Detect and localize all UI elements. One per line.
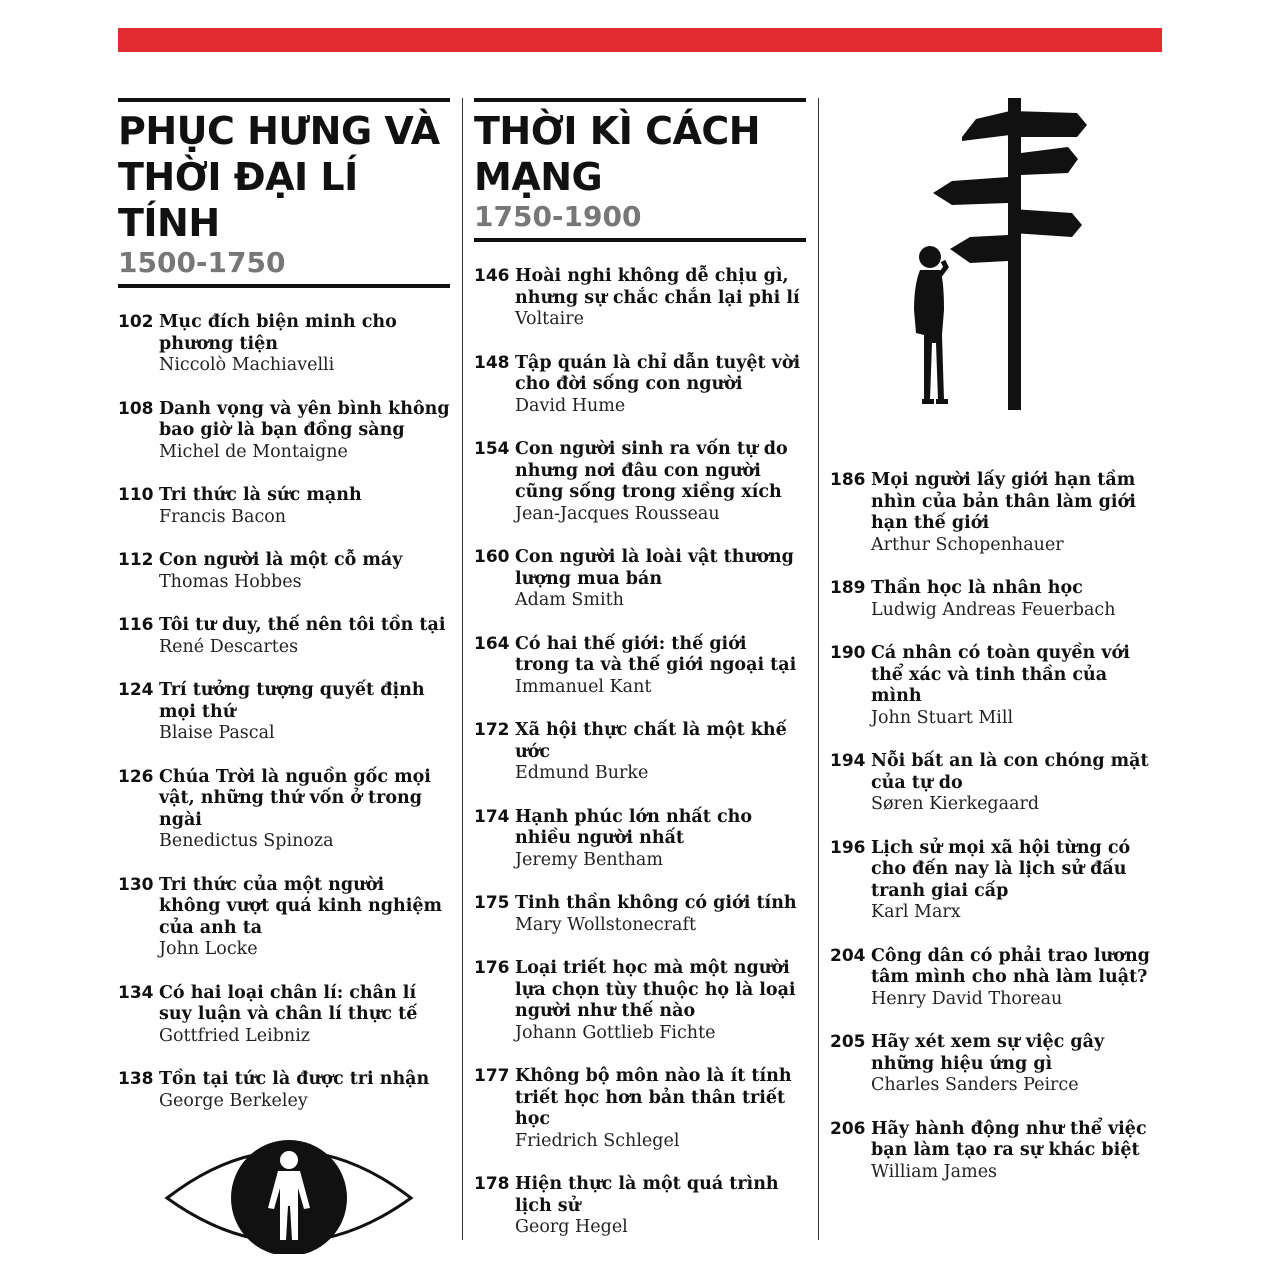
entry-author: Niccolò Machiavelli <box>159 355 335 375</box>
entry-title: Lịch sử mọi xã hội từng có cho đến nay là lịch sử đấu tranh giai cấp <box>871 837 1131 901</box>
entry-title: Con người sinh ra vốn tự do nhưng nơi đâu con người cũng sống trong xiềng xích <box>515 439 788 502</box>
entry-body <box>159 680 450 745</box>
page-number: 126 <box>118 766 154 787</box>
page-number: 206 <box>830 1118 866 1139</box>
entry-title: Con người là một cỗ máy <box>159 550 403 570</box>
toc-entry <box>830 578 1162 621</box>
toc-entry <box>474 893 806 936</box>
page-number: 189 <box>830 578 866 598</box>
entry-body <box>515 807 806 872</box>
entry-title: Trí tưởng tượng quyết định mọi thứ <box>159 680 425 722</box>
entry-title: Tồn tại tức là được tri nhận <box>159 1069 430 1089</box>
section-years: 1500-1750 <box>118 246 286 279</box>
page-number: 175 <box>474 893 510 913</box>
entry-body <box>159 983 450 1048</box>
page-number: 174 <box>474 806 510 827</box>
page-number: 138 <box>118 1069 154 1089</box>
entry-body <box>515 893 806 936</box>
toc-entry <box>118 767 450 853</box>
page-number: 164 <box>474 633 510 654</box>
toc-entry <box>474 634 806 699</box>
entry-body <box>159 767 450 853</box>
entry-title: Mọi người lấy giới hạn tầm nhìn của bản thân làm giới hạn thế giới <box>871 470 1136 533</box>
entry-author: John Stuart Mill <box>871 707 1014 728</box>
section-title-line2: THỜI ĐẠI LÍ TÍNH <box>118 155 358 245</box>
page-number: 205 <box>830 1032 866 1052</box>
entry-author: David Hume <box>515 395 626 416</box>
section-header <box>118 98 450 288</box>
entry-title: Tập quán là chỉ dẫn tuyệt vời cho đời sống con người <box>515 352 801 394</box>
entry-body <box>515 266 806 331</box>
entry-list <box>474 266 806 1239</box>
entry-author: Adam Smith <box>515 590 624 610</box>
entry-title: Loại triết học mà một người lựa chọn tùy thuộc họ là loại người như thế nào <box>515 958 796 1021</box>
column-divider-2 <box>818 98 819 1240</box>
entry-body <box>159 550 450 593</box>
toc-entry <box>118 399 450 464</box>
page-number: 196 <box>830 837 866 858</box>
entry-author: Voltaire <box>515 309 584 329</box>
page-number: 116 <box>118 615 154 635</box>
entry-title: Xã hội thực chất là một khế ước <box>515 720 787 762</box>
entry-body <box>871 643 1162 729</box>
entry-list <box>830 470 1162 1183</box>
page-number: 204 <box>830 945 866 966</box>
entry-title: Hiện thực là một quá trình lịch sử <box>515 1174 779 1216</box>
entry-author: Thomas Hobbes <box>159 571 302 592</box>
entry-body <box>871 578 1162 621</box>
entry-author: Blaise Pascal <box>159 723 275 743</box>
entry-author: René Descartes <box>159 636 299 657</box>
entry-body <box>515 1174 806 1239</box>
entry-title: Có hai loại chân lí: chân lí suy luận và chân lí thực tế <box>159 982 418 1024</box>
toc-entry <box>118 312 450 377</box>
toc-entry <box>474 1174 806 1239</box>
entry-title: Công dân có phải trao lương tâm mình cho nhà làm luật? <box>871 945 1150 987</box>
page-number: 110 <box>118 485 154 505</box>
section-header <box>474 98 806 242</box>
toc-entry <box>830 838 1162 924</box>
entry-author: George Berkeley <box>159 1090 308 1111</box>
entry-title: Hãy xét xem sự việc gây những hiệu ứng gì <box>871 1032 1105 1074</box>
page-number: 194 <box>830 751 866 771</box>
page-number: 190 <box>830 643 866 663</box>
entry-body <box>871 946 1162 1011</box>
eye-illustration <box>164 1136 414 1254</box>
entry-author: Edmund Burke <box>515 763 649 783</box>
entry-title: Chúa Trời là nguồn gốc mọi vật, những thứ vốn ở trong ngài <box>159 766 431 830</box>
toc-entry <box>830 1119 1162 1184</box>
entry-author: Benedictus Spinoza <box>159 831 334 851</box>
column-divider-1 <box>462 98 463 1240</box>
entry-body <box>515 634 806 699</box>
page-number: 160 <box>474 547 510 567</box>
entry-author: Georg Hegel <box>515 1217 628 1237</box>
page-number: 124 <box>118 680 154 700</box>
toc-entry <box>474 353 806 418</box>
toc-entry <box>474 958 806 1044</box>
entry-body <box>159 312 450 377</box>
page-number: 172 <box>474 720 510 740</box>
entry-title: Hạnh phúc lớn nhất cho nhiều người nhất <box>515 806 752 848</box>
entry-body <box>515 439 806 525</box>
toc-entry <box>118 615 450 658</box>
entry-author: Henry David Thoreau <box>871 988 1063 1009</box>
section-revolution <box>474 98 806 1261</box>
page-number: 186 <box>830 470 866 490</box>
entry-author: Jean-Jacques Rousseau <box>515 503 720 524</box>
page-number: 102 <box>118 312 154 332</box>
entry-list <box>118 312 450 1112</box>
toc-entry <box>474 720 806 785</box>
entry-body <box>871 1119 1162 1184</box>
entry-title: Cá nhân có toàn quyền với thể xác và tinh thần của mình <box>871 643 1130 706</box>
section-renaissance <box>118 98 450 1134</box>
entry-body <box>871 1032 1162 1097</box>
toc-entry <box>830 470 1162 556</box>
toc-entry <box>474 807 806 872</box>
toc-entry <box>474 439 806 525</box>
entry-author: Karl Marx <box>871 902 961 922</box>
entry-body <box>159 615 450 658</box>
entry-author: Gottfried Leibniz <box>159 1025 311 1046</box>
page-number: 178 <box>474 1174 510 1194</box>
entry-body <box>515 547 806 612</box>
page-number: 146 <box>474 266 510 286</box>
entry-body <box>871 751 1162 816</box>
entry-title: Tri thức của một người không vượt quá kinh nghiệm của anh ta <box>159 874 442 938</box>
page-number: 148 <box>474 352 510 373</box>
toc-entry <box>118 1069 450 1112</box>
entry-author: Immanuel Kant <box>515 676 652 697</box>
signpost-illustration <box>900 95 1090 415</box>
entry-author: William James <box>871 1161 998 1182</box>
page-number: 112 <box>118 550 154 570</box>
entry-author: Ludwig Andreas Feuerbach <box>871 599 1116 620</box>
entry-author: John Locke <box>159 939 258 959</box>
page-number: 134 <box>118 982 154 1003</box>
page-number: 176 <box>474 958 510 978</box>
entry-body <box>159 875 450 961</box>
page-number: 177 <box>474 1066 510 1086</box>
entry-body <box>871 838 1162 924</box>
toc-entry <box>118 875 450 961</box>
entry-title: Có hai thế giới: thế giới trong ta và thế giới ngoại tại <box>515 633 797 675</box>
entry-title: Thần học là nhân học <box>871 578 1083 598</box>
section-years: 1750-1900 <box>474 200 642 233</box>
entry-title: Danh vọng và yên bình không bao giờ là bạn đồng sàng <box>159 398 450 440</box>
entry-author: Johann Gottlieb Fichte <box>515 1022 716 1043</box>
toc-entry <box>830 946 1162 1011</box>
page-number: 130 <box>118 874 154 895</box>
page-number: 154 <box>474 439 510 459</box>
entry-body <box>159 1069 450 1112</box>
entry-title: Hoài nghi không dễ chịu gì, nhưng sự chắc chắn lại phi lí <box>515 266 800 308</box>
entry-title: Tri thức là sức mạnh <box>159 485 362 505</box>
entry-body <box>515 1066 806 1152</box>
entry-title: Mục đích biện minh cho phương tiện <box>159 312 397 354</box>
toc-entry <box>830 643 1162 729</box>
entry-body <box>515 353 806 418</box>
entry-author: Michel de Montaigne <box>159 441 348 462</box>
toc-entry <box>118 485 450 528</box>
entry-title: Con người là loài vật thương lượng mua bán <box>515 547 794 589</box>
entry-title: Nỗi bất an là con chóng mặt của tự do <box>871 751 1149 793</box>
entry-body <box>159 485 450 528</box>
toc-entry <box>118 680 450 745</box>
section-title-line1: PHỤC HƯNG VÀ <box>118 109 440 153</box>
section-continued <box>830 446 1162 1205</box>
toc-entry <box>830 1032 1162 1097</box>
entry-author: Mary Wollstonecraft <box>515 914 696 935</box>
entry-body <box>515 720 806 785</box>
entry-title: Tôi tư duy, thế nên tôi tồn tại <box>159 615 446 635</box>
toc-entry <box>474 547 806 612</box>
entry-author: Arthur Schopenhauer <box>871 534 1064 555</box>
entry-title: Hãy hành động như thể việc bạn làm tạo ra sự khác biệt <box>871 1118 1147 1160</box>
toc-entry <box>474 1066 806 1152</box>
entry-body <box>159 399 450 464</box>
entry-title: Không bộ môn nào là ít tính triết học hơn bản thân triết học <box>515 1066 792 1129</box>
section-title-line1: THỜI KÌ CÁCH <box>474 109 761 153</box>
toc-entry <box>474 266 806 331</box>
top-red-bar <box>118 28 1162 52</box>
entry-author: Charles Sanders Peirce <box>871 1075 1079 1095</box>
section-title-line2: MẠNG <box>474 155 603 199</box>
toc-entry <box>118 983 450 1048</box>
entry-body <box>515 958 806 1044</box>
entry-author: Søren Kierkegaard <box>871 794 1040 814</box>
entry-author: Francis Bacon <box>159 506 287 527</box>
entry-body <box>871 470 1162 556</box>
toc-entry <box>118 550 450 593</box>
entry-title: Tinh thần không có giới tính <box>515 893 797 913</box>
entry-author: Jeremy Bentham <box>515 849 663 870</box>
page-number: 108 <box>118 398 154 419</box>
toc-entry <box>830 751 1162 816</box>
entry-author: Friedrich Schlegel <box>515 1130 680 1151</box>
